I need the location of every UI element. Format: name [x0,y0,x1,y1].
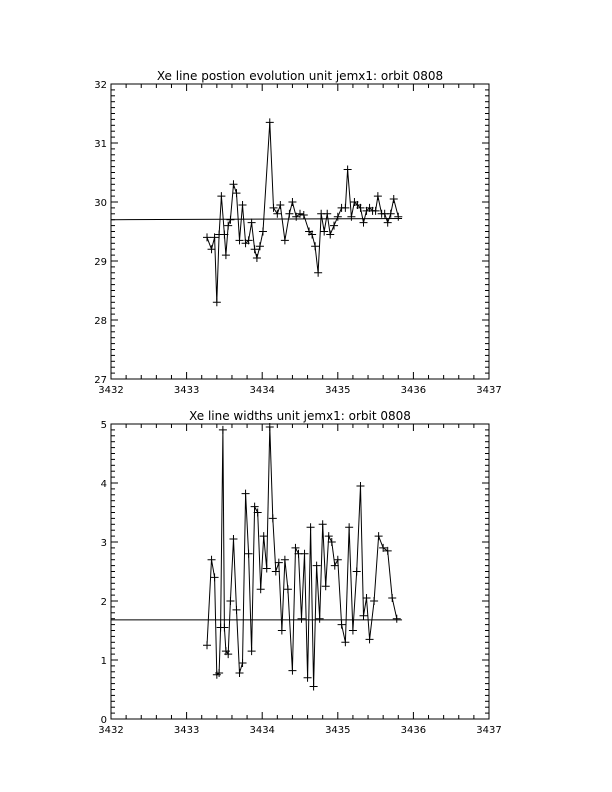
bottom-data-point [232,606,240,614]
top-data-point [226,216,234,224]
top-data-point [330,222,338,230]
top-data-point [281,236,289,244]
bottom-data-point [322,582,330,590]
bottom-data-point [278,627,286,635]
bottom-y-tick-label: 1 [100,656,107,667]
top-reference-line [111,219,402,220]
bottom-data-point [341,638,349,646]
top-x-tick-label: 3435 [325,385,351,396]
bottom-data-point [298,615,306,623]
bottom-data-point [211,573,219,581]
bottom-data-point [257,585,265,593]
top-y-tick-label: 32 [94,80,107,91]
bottom-data-point [220,624,228,632]
bottom-y-tick-label: 0 [100,715,107,726]
bottom-data-point [345,523,353,531]
top-y-tick-label: 28 [94,316,107,327]
bottom-x-tick-label: 3433 [173,725,200,736]
top-data-point [248,219,256,227]
top-data-point [259,228,267,236]
top-y-tick-label: 27 [94,375,107,386]
bottom-x-tick-label: 3436 [400,725,427,736]
top-data-point [311,242,319,250]
top-data-point [347,213,355,221]
bottom-frame [111,424,489,719]
top-chart [94,69,501,396]
bottom-x-tick-label: 3437 [476,725,502,736]
top-data-point [314,269,322,277]
top-data-point [224,222,232,230]
top-y-tick-label: 31 [94,139,107,150]
top-data-point [390,195,398,203]
top-y-tick-label: 29 [94,257,107,268]
bottom-y-tick-label: 3 [100,538,107,549]
bottom-y-tick-label: 2 [100,597,107,608]
bottom-data-point [219,426,227,434]
bottom-data-point [319,520,327,528]
top-data-point [288,198,296,206]
top-data-point [384,219,392,227]
bottom-data-point [248,647,256,655]
top-x-tick-label: 3433 [173,385,200,396]
top-data-point [266,118,274,126]
bottom-data-point [239,659,247,667]
top-data-point [203,233,211,241]
top-data-point [394,213,402,221]
bottom-data-point [229,535,237,543]
top-data-point [344,166,352,174]
bottom-data-point [245,550,253,558]
top-data-point [300,211,308,219]
top-data-point [273,210,281,218]
bottom-x-tick-label: 3432 [98,725,124,736]
bottom-y-tick-label: 4 [100,479,107,490]
top-data-point [253,254,261,262]
bottom-data-point [260,532,268,540]
top-chart-title: Xe line postion evolution unit jemx1: orbit 0808 [156,69,444,83]
bottom-data-point [366,635,374,643]
bottom-data-point [304,674,312,682]
bottom-data-point [301,550,309,558]
bottom-data-point [388,594,396,602]
bottom-data-point [360,612,368,620]
top-data-point [208,245,216,253]
bottom-data-point [263,565,271,573]
top-data-point [239,201,247,209]
bottom-data-point [242,490,250,498]
bottom-x-tick-label: 3435 [325,725,351,736]
top-data-point [232,189,240,197]
bottom-data-point [313,562,321,570]
top-data-point [334,213,342,221]
bottom-data-point [338,621,346,629]
bottom-data-point [310,683,318,691]
bottom-series-line [207,427,397,687]
bottom-data-point [226,597,234,605]
bottom-data-point [236,669,244,677]
top-x-tick-label: 3434 [249,385,275,396]
bottom-plot-area [98,420,501,736]
top-x-tick-label: 3437 [476,385,502,396]
bottom-data-point [353,568,361,576]
bottom-data-point [370,597,378,605]
top-x-tick-label: 3432 [98,385,124,396]
bottom-data-point [356,482,364,490]
bottom-data-point [363,594,371,602]
bottom-data-point [375,532,383,540]
bottom-data-point [393,615,401,623]
bottom-data-point [284,585,292,593]
top-data-point [323,210,331,218]
top-data-point [276,201,284,209]
top-data-point [270,204,278,212]
bottom-y-tick-label: 5 [100,420,107,431]
bottom-data-point [288,667,296,675]
bottom-data-point [213,671,221,679]
bottom-data-point [316,615,324,623]
top-series-line [207,122,398,302]
bottom-chart-title: Xe line widths unit jemx1: orbit 0808 [189,409,411,423]
bottom-data-point [269,514,277,522]
bottom-data-point [208,556,216,564]
bottom-x-tick-label: 3434 [249,725,275,736]
bottom-chart [98,409,501,736]
top-data-point [285,210,293,218]
top-y-tick-label: 30 [94,198,107,209]
top-data-point [222,251,230,259]
top-data-point [217,192,225,200]
top-data-point [387,210,395,218]
top-data-point [341,204,349,212]
top-frame [111,84,489,379]
top-data-point [360,219,368,227]
bottom-data-point [349,627,357,635]
top-x-tick-label: 3436 [400,385,427,396]
bottom-data-point [307,523,315,531]
top-data-point [229,180,237,188]
bottom-data-point [203,641,211,649]
top-plot-area [94,80,501,396]
top-data-point [374,192,382,200]
top-data-point [213,298,221,306]
